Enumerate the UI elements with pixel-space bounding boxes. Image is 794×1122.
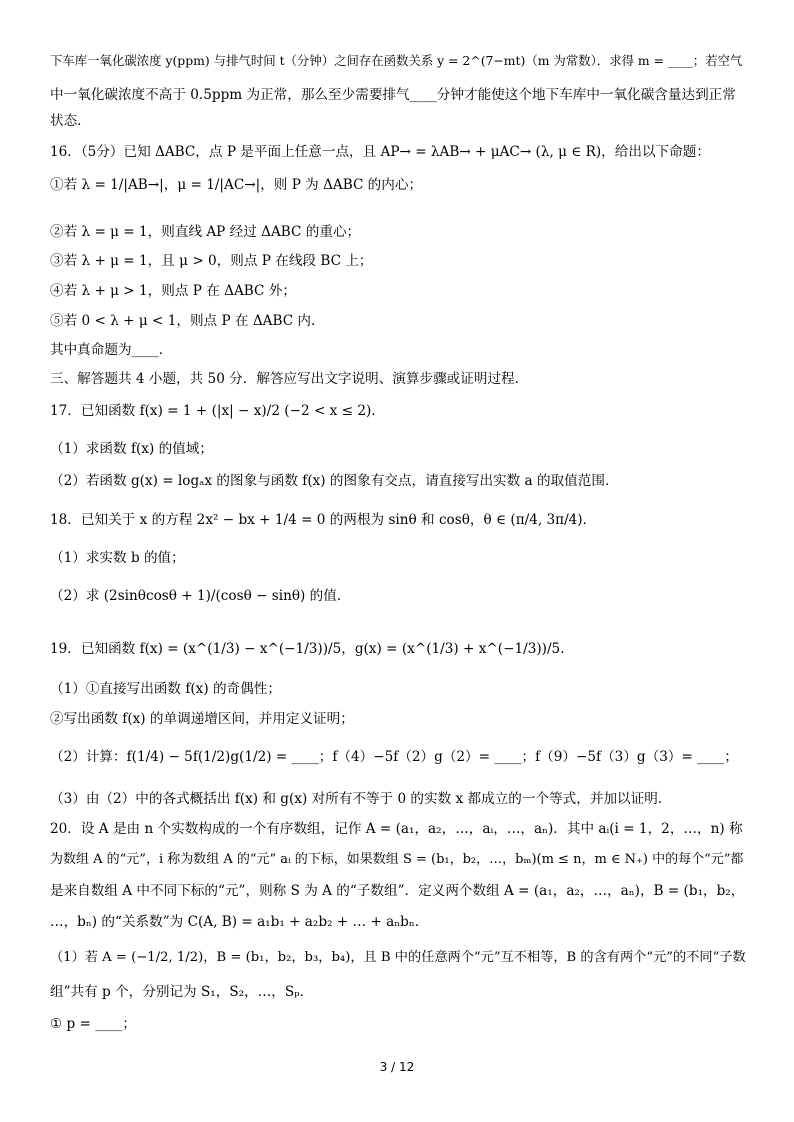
text-line: ③若 λ + μ = 1，且 μ > 0，则点 P 在线段 BC 上； [50,253,373,269]
text-line: 是来自数组 A 中不同下标的“元”，则称 S 为 A 的“子数组”．定义两个数组 A = (a₁，a₂，…，aₙ)，B = (b₁，b₂， [50,883,745,899]
text-line: ①若 λ = 1/|AB→|，μ = 1/|AC→|，则 P 为 ΔABC 的内心； [50,177,423,193]
text-line: ④若 λ + μ > 1，则点 P 在 ΔABC 外； [50,283,296,299]
text-line: 18．已知关于 x 的方程 2x² − bx + 1/4 = 0 的两根为 sinθ 和 cosθ，θ ∈ (π/4, 3π/4)． [50,512,597,528]
text-line: （1）若 A = (−1/2, 1/2)，B = (b₁，b₂，b₃，b₄)，且 B 中的任意两个“元”互不相等，B 的含有两个“元”的不同“子数 [50,950,746,965]
text-line: （3）由（2）中的各式概括出 f(x) 和 g(x) 对所有不等于 0 的实数 x 都成立的一个等式，并加以证明． [50,791,672,807]
section-heading: 三、解答题共 4 小题，共 50 分．解答应写出文字说明、演算步骤或证明过程． [50,371,529,387]
text-line: …，bₙ) 的“关系数”为 C(A, B) = a₁b₁ + a₂b₂ + … + aₙbₙ． [50,914,429,930]
text-line: （2）计算：f(1/4) − 5f(1/2)g(1/2) = ____；f（4）−5f（2）g（2）= ____；f（9）−5f（3）g（3）= ____； [50,749,738,765]
text-line: 中一氧化碳浓度不高于 0.5ppm 为正常，那么至少需要排气____分钟才能使这个地下车库中一氧化碳含量达到正常 [50,87,736,103]
text-line: 19．已知函数 f(x) = (x^(1/3) − x^(−1/3))/5，g(x) = (x^(1/3) + x^(−1/3))/5． [50,641,574,657]
text-line: （1）求函数 f(x) 的值域； [50,441,213,457]
page-number: 3 / 12 [379,1060,415,1074]
text-line: （1）①直接写出函数 f(x) 的奇偶性； [50,681,281,697]
text-line: 下车库一氧化碳浓度 y(ppm) 与排气时间 t（分钟）之间存在函数关系 y = 2^(7−mt)（m 为常数）．求得 m = ____；若空气 [50,53,743,68]
text-line: （1）求实数 b 的值； [50,550,185,566]
text-line: ⑤若 0 < λ + μ < 1，则点 P 在 ΔABC 内． [50,313,325,329]
text-line: 16．（5分）已知 ΔABC，点 P 是平面上任意一点，且 AP→ = λAB→ + μAC→ (λ, μ ∈ R)，给出以下命题： [50,144,710,160]
text-line: （2）求 (2sinθcosθ + 1)/(cosθ − sinθ) 的值． [50,588,351,604]
text-line: 状态． [50,113,91,129]
text-line: 其中真命题为____． [50,342,173,358]
text-line: 为数组 A 的“元”，i 称为数组 A 的“元” aᵢ 的下标，如果数组 S = (b₁，b₂，…，bₘ)(m ≤ n，m ∈ N₊) 中的每个“元”都 [50,852,744,867]
text-line: ① p = ____； [50,1016,137,1032]
text-line: 组”共有 p 个，分别记为 S₁，S₂，…，Sₚ． [50,984,314,1000]
text-line: ②写出函数 f(x) 的单调递增区间，并用定义证明； [50,711,354,727]
text-line: （2）若函数 g(x) = logₐx 的图象与函数 f(x) 的图象有交点，请直接写出实数 a 的取值范围． [50,473,619,489]
text-line: 20．设 A 是由 n 个实数构成的一个有序数组，记作 A = (a₁，a₂，…，aᵢ，…，aₙ)．其中 aᵢ(i = 1，2，…，n) 称 [50,821,743,837]
text-line: 17．已知函数 f(x) = 1 + (|x| − x)/2 (−2 < x ≤ 2)． [50,403,385,419]
text-line: ②若 λ = μ = 1，则直线 AP 经过 ΔABC 的重心； [50,224,361,240]
